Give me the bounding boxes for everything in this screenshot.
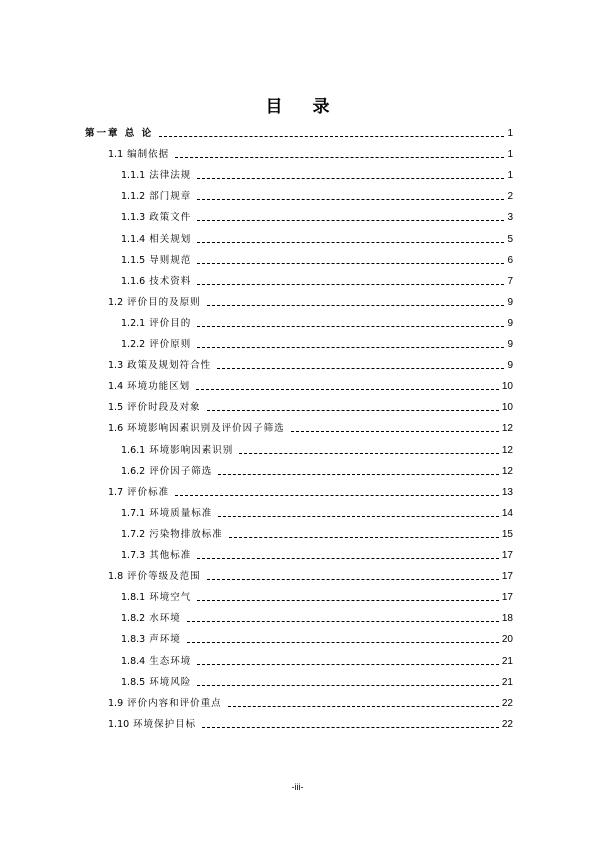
toc-entry-text: 部门规章 [149,191,192,203]
toc-entry-number: 1.4 [108,381,124,393]
toc-entry-text: 评价时段及对象 [127,402,201,414]
toc-entry-text: 导则规范 [149,254,192,266]
toc-entry[interactable] [121,274,513,288]
toc-entry-number: 1.8.1 [121,592,146,604]
toc-entry-label [108,423,285,435]
toc-leader-dots [197,241,504,243]
toc-entry-page: 1 [507,128,513,139]
toc-entry[interactable] [121,168,513,182]
toc-entry-page: 21 [501,655,513,667]
toc-entry-text: 环境风险 [149,676,192,688]
toc-entry[interactable] [108,400,513,414]
toc-entry-number: 1.7.2 [121,528,146,540]
toc-entry-page: 6 [507,254,513,266]
toc-entry-page: 3 [507,212,513,224]
toc-entry-label [121,339,191,351]
toc-entry-label [121,255,191,267]
toc-leader-dots [197,346,504,348]
toc-entry-text: 环境功能区划 [127,381,191,393]
toc-entry-label [121,550,191,562]
toc-entry[interactable] [121,590,513,604]
toc-entry[interactable] [121,316,513,330]
toc-entry-label [108,149,169,161]
toc-entry-text: 评价标准 [127,486,170,498]
toc-entry[interactable] [121,675,513,689]
toc-leader-dots [197,599,499,601]
toc-entry[interactable] [108,358,513,372]
toc-leader-dots [202,726,499,728]
toc-leader-dots [197,325,504,327]
toc-entry-number: 1.7.3 [121,550,146,561]
toc-entry-text: 评价目的 [149,317,192,329]
toc-entry-number: 1.10 [108,718,130,730]
toc-entry-page: 12 [501,444,513,456]
toc-leader-dots [197,283,504,285]
toc-entry[interactable] [108,696,513,710]
toc-leader-dots [197,262,504,264]
toc-entry-number: 1.6.1 [121,444,146,456]
toc-leader-dots [291,430,499,432]
toc-entry[interactable] [121,253,513,267]
toc-entry-page: 17 [501,571,513,583]
toc-entry-label [121,529,223,541]
toc-entry-number: 1.1.4 [121,233,146,245]
toc-entry-text: 环境空气 [149,592,192,604]
toc-leader-dots [207,304,505,306]
toc-entry-text: 水环境 [149,613,181,625]
toc-leader-dots [207,409,499,411]
toc-entry-page: 2 [507,191,513,203]
toc-entry-text: 评价目的及原则 [127,296,201,308]
toc-entry-text: 环境质量标准 [149,507,213,519]
toc-entry-text: 编制依据 [127,149,170,161]
toc-entry[interactable] [121,189,513,203]
toc-leader-dots [218,473,499,475]
toc-entry-label [121,592,191,604]
toc-leader-dots [197,177,504,179]
toc-leader-dots [217,367,504,369]
toc-leader-dots [218,515,499,517]
toc-leader-dots [197,198,504,200]
toc-entry[interactable] [108,569,513,583]
toc-leader-dots [175,156,504,158]
toc-entry-number: 1.8.3 [121,634,146,646]
toc-entry-number: 1.8.5 [121,676,146,688]
toc-leader-dots [196,388,499,390]
toc-leader-dots [175,494,499,496]
toc-entry-page: 9 [507,339,513,350]
toc-entry-label [108,360,211,372]
toc-leader-dots [239,452,499,454]
toc-entry-text: 政策文件 [149,212,192,224]
toc-entry-page: 7 [507,275,513,287]
toc-entry-text: 相关规划 [149,233,192,245]
toc-leader-dots [228,705,499,707]
toc-leader-dots [197,219,504,221]
toc-entry-number: 1.6.2 [121,465,146,477]
toc-entry-label [121,445,233,457]
toc-entry-label [108,487,169,499]
toc-entry-label [108,698,222,710]
toc-entry-text: 评价等级及范围 [127,571,201,583]
toc-entry-page: 1 [507,149,513,161]
toc-entry[interactable] [108,147,513,161]
toc-entry-text: 环境保护目标 [133,718,197,730]
toc-entry-number: 1.1 [108,149,124,161]
toc-entry-number: 1.6 [108,423,124,435]
toc-entry[interactable] [108,379,513,393]
toc-entry-text: 法律法规 [149,170,192,182]
toc-entry-text: 政策及规划符合性 [127,360,212,372]
toc-entry[interactable] [121,506,513,520]
toc-entry-label [121,318,191,330]
toc-leader-dots [187,641,499,643]
toc-entry-page: 22 [501,718,513,730]
toc-entry-number: 1.1.1 [121,170,146,182]
toc-leader-dots [197,663,499,665]
toc-entry-page: 5 [507,233,513,245]
toc-entry[interactable] [121,548,513,562]
toc-leader-dots [187,620,499,622]
toc-entry-page: 9 [507,317,513,329]
toc-entry-label [121,191,191,203]
toc-entry[interactable] [108,421,513,435]
toc-entry-label [121,634,181,646]
toc-entry-page: 21 [501,676,513,688]
toc-entry-label [121,656,191,668]
toc-entry[interactable] [121,464,513,478]
toc-entry[interactable] [121,337,513,351]
toc-entry-label [121,677,191,689]
toc-entry-number: 1.9 [108,697,124,709]
toc-entry-number: 1.8.4 [121,655,146,667]
toc-entry-label [121,276,191,288]
toc-entry-number: 1.1.5 [121,254,146,266]
toc-entry-text: 评价原则 [149,339,192,350]
toc-entry-text: 声环境 [149,634,181,646]
toc-entry-page: 12 [501,423,513,435]
toc-entry-page: 1 [507,170,513,182]
toc-entry[interactable] [121,443,513,457]
toc-entry-label [108,297,201,309]
toc-entry-label [108,571,201,583]
toc-entry-text: 其他标准 [149,550,192,561]
toc-entry-label [108,402,201,414]
toc-leader-dots [207,578,499,580]
toc-entry-label [121,466,212,478]
toc-entry[interactable] [108,295,513,309]
toc-entry-number: 1.3 [108,360,124,372]
toc-entry-page: 17 [501,550,513,561]
toc-entry-text: 环境影响因素识别及评价因子筛选 [127,423,285,435]
toc-entry-number: 1.7 [108,486,124,498]
toc-entry-page: 9 [507,296,513,308]
toc-entry-number: 1.1.6 [121,275,146,287]
toc-entry-text: 污染物排放标准 [149,528,223,540]
toc-entry-label [121,212,191,224]
toc-entry-label [121,613,181,625]
toc-entry-label [121,508,212,520]
toc-entry-page: 17 [501,592,513,604]
toc-entry-number: 1.1.3 [121,212,146,224]
toc-entry[interactable] [121,632,513,646]
toc-entry[interactable] [108,717,513,731]
toc-entry-number: 1.2.2 [121,339,146,350]
toc-entry-label [121,234,191,246]
toc-entry[interactable] [121,210,513,224]
toc-leader-dots [197,684,499,686]
toc-entry[interactable] [121,654,513,668]
toc-title: 目 录 [265,97,342,117]
page-number: -iii- [291,782,304,792]
toc-entry-page: 20 [501,634,513,646]
toc-entry[interactable] [121,232,513,246]
toc-entry-page: 14 [501,507,513,519]
toc-entry-page: 18 [501,613,513,625]
toc-entry-text: 第一章 总 论 [85,128,154,139]
toc-entry-text: 评价因子筛选 [149,465,213,477]
toc-entry[interactable] [121,527,513,541]
toc-entry-page: 22 [501,697,513,709]
toc-entry-text: 技术资料 [149,275,192,287]
toc-leader-dots [197,557,499,559]
toc-entry-page: 10 [501,402,513,414]
toc-entry-page: 10 [501,381,513,393]
toc-leader-dots [159,135,504,137]
toc-entry-number: 1.8 [108,571,124,583]
toc-leader-dots [229,536,499,538]
toc-entry-page: 12 [501,465,513,477]
toc-entry-label [121,170,191,182]
toc-entry-label [108,381,190,393]
toc-entry[interactable] [108,485,513,499]
toc-entry-number: 1.2.1 [121,317,146,329]
toc-entry-text: 生态环境 [149,655,192,667]
toc-entry-text: 环境影响因素识别 [149,444,234,456]
toc-entry-label [108,719,196,731]
toc-entry-page: 13 [501,486,513,498]
toc-entry-text: 评价内容和评价重点 [127,697,222,709]
toc-entry-number: 1.7.1 [121,507,146,519]
toc-entry-label [85,128,153,140]
toc-entry-number: 1.1.2 [121,191,146,203]
toc-entry[interactable] [121,611,513,625]
toc-entry-page: 15 [501,528,513,540]
toc-entry-number: 1.5 [108,402,124,414]
toc-entry-page: 9 [507,360,513,372]
toc-entry-number: 1.2 [108,296,124,308]
toc-entry-number: 1.8.2 [121,613,146,625]
toc-entry[interactable] [85,126,513,140]
